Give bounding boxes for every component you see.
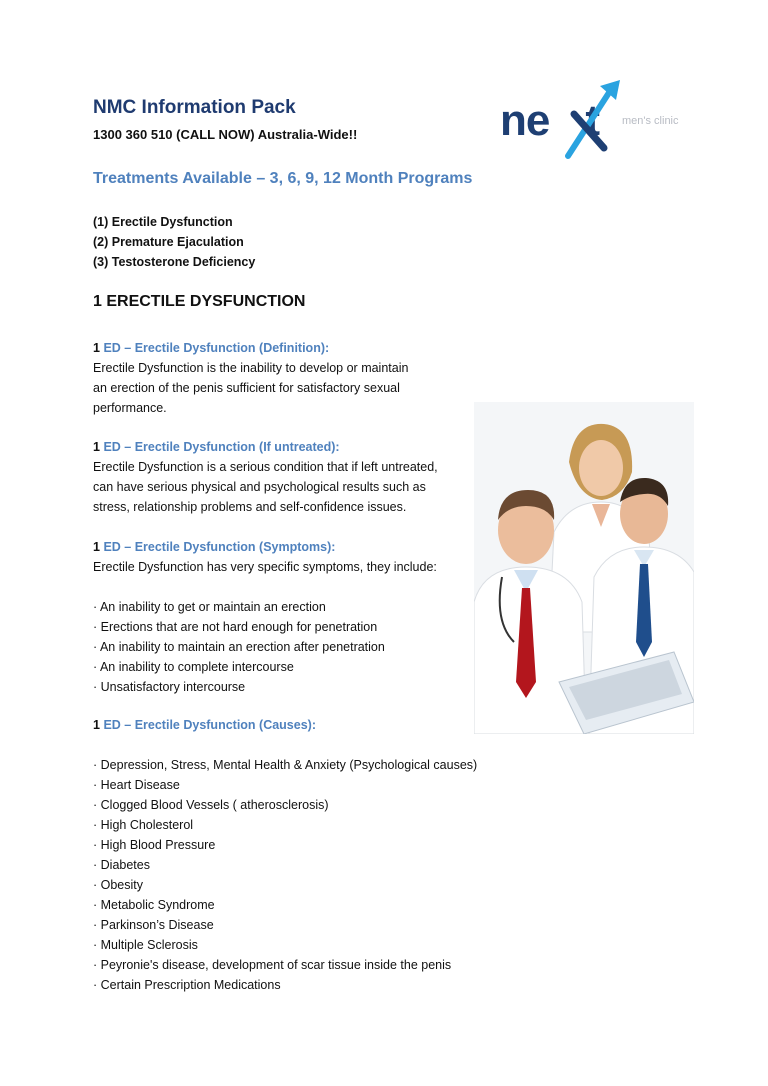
treatments-subtitle: Treatments Available – 3, 6, 9, 12 Month Programs xyxy=(93,170,473,187)
list-item: · An inability to complete intercourse xyxy=(93,660,294,674)
causes-list xyxy=(93,755,523,995)
list-item: · Obesity xyxy=(93,878,144,892)
list-item: (3) Testosterone Deficiency xyxy=(93,255,256,269)
list-item: · Certain Prescription Medications xyxy=(93,978,281,992)
list-item: · Unsatisfactory intercourse xyxy=(93,680,246,694)
list-item: · An inability to maintain an erection after penetration xyxy=(93,640,385,654)
causes-block xyxy=(93,715,473,735)
untreated-heading: 1 ED – Erectile Dysfunction (If untreated): xyxy=(93,440,340,454)
symptoms-list xyxy=(93,597,385,697)
phone-line: 1300 360 510 (CALL NOW) Australia-Wide!! xyxy=(93,127,358,142)
list-item: (1) Erectile Dysfunction xyxy=(93,215,233,229)
list-item: · Peyronie's disease, development of scar tissue inside the penis xyxy=(93,958,452,972)
list-item: (2) Premature Ejaculation xyxy=(93,235,244,249)
causes-heading: 1 ED – Erectile Dysfunction (Causes): xyxy=(93,718,316,732)
list-item: · Depression, Stress, Mental Health & Anxiety (Psychological causes) xyxy=(93,758,478,772)
list-item: · Multiple Sclerosis xyxy=(93,938,198,952)
untreated-block xyxy=(93,437,473,517)
page-title: NMC Information Pack xyxy=(93,97,296,118)
symptoms-intro: Erectile Dysfunction has very specific symptoms, they include: xyxy=(93,560,437,574)
list-item: · Erections that are not hard enough for penetration xyxy=(93,620,378,634)
list-item: · Clogged Blood Vessels ( atherosclerosis) xyxy=(93,798,329,812)
paragraph-line: performance. xyxy=(93,401,167,415)
list-item: · Heart Disease xyxy=(93,778,180,792)
clinic-logo xyxy=(500,78,690,163)
doctors-photo xyxy=(474,402,694,734)
list-item: · Metabolic Syndrome xyxy=(93,898,215,912)
logo-wordmark: ne t xyxy=(500,96,600,145)
list-item: · High Cholesterol xyxy=(93,818,194,832)
logo-tagline: men's clinic xyxy=(622,115,679,127)
symptoms-heading: 1 ED – Erectile Dysfunction (Symptoms): xyxy=(93,540,336,554)
section-heading: 1 ERECTILE DYSFUNCTION xyxy=(93,293,306,310)
definition-block xyxy=(93,338,473,418)
list-item: · Diabetes xyxy=(93,858,150,872)
paragraph-line: Erectile Dysfunction is the inability to develop or maintain xyxy=(93,361,409,375)
symptoms-block xyxy=(93,537,473,577)
list-item: · Parkinson’s Disease xyxy=(93,918,214,932)
treatments-list xyxy=(93,212,255,272)
list-item: · An inability to get or maintain an erection xyxy=(93,600,326,614)
paragraph-line: Erectile Dysfunction is a serious condition that if left untreated, xyxy=(93,460,438,474)
arrow-x-icon xyxy=(560,78,630,163)
paragraph-line: can have serious physical and psychological results such as xyxy=(93,480,426,494)
definition-heading: 1 ED – Erectile Dysfunction (Definition): xyxy=(93,341,330,355)
list-item: · High Blood Pressure xyxy=(93,838,216,852)
paragraph-line: an erection of the penis sufficient for satisfactory sexual xyxy=(93,381,400,395)
paragraph-line: stress, relationship problems and self-confidence issues. xyxy=(93,500,407,514)
